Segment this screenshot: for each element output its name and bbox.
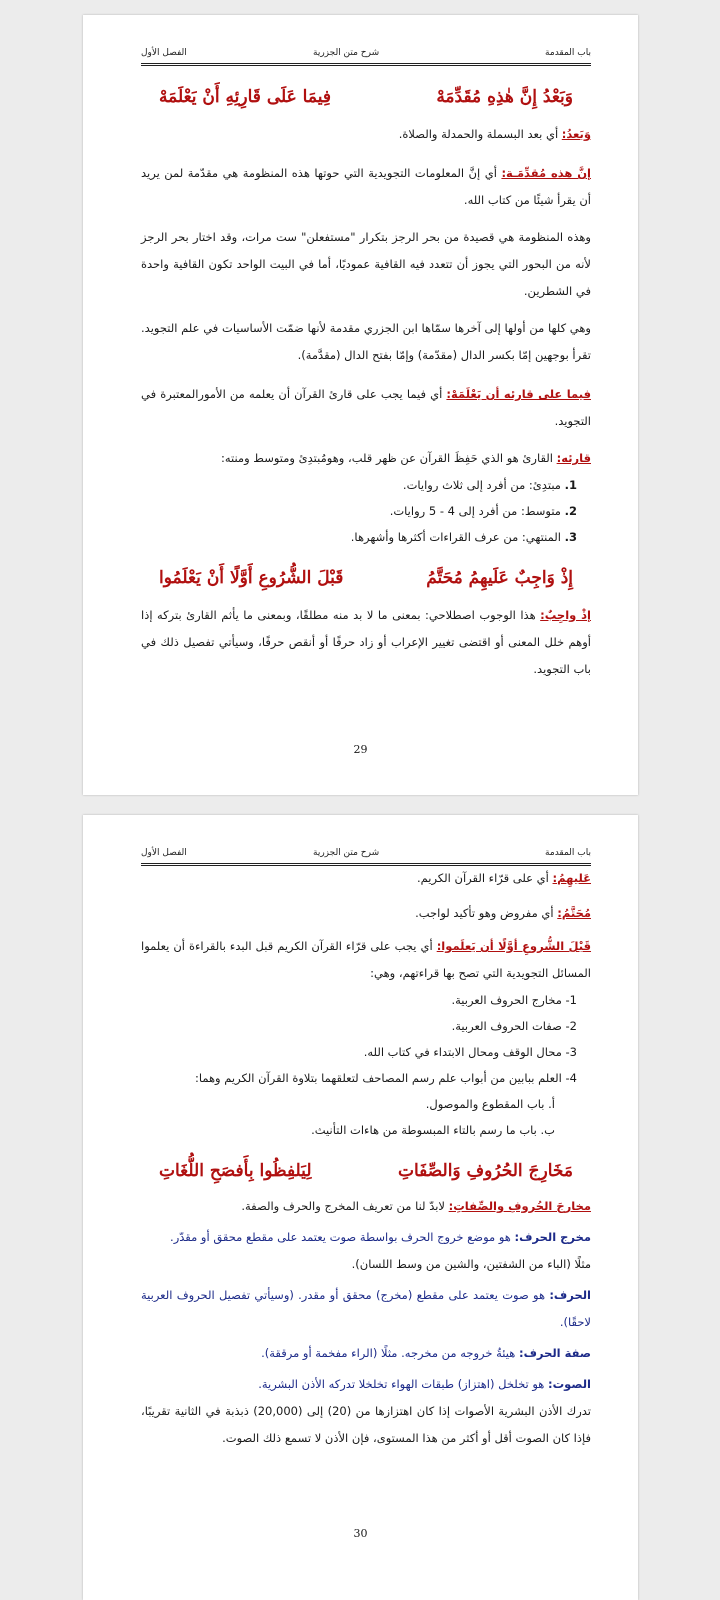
term: مخرج الحرف:	[514, 1230, 591, 1244]
list-item: 2- صفات الحروف العربية.	[451, 1019, 577, 1033]
list-item: أ. باب المقطوع والموصول.	[425, 1097, 555, 1111]
paragraph	[141, 445, 591, 472]
verse-second-half: لِيَلفِظُوا بِأَفصَحِ اللُّغَاتِ	[159, 1161, 312, 1181]
poem-verse	[141, 568, 591, 588]
definition	[141, 1282, 591, 1336]
header-section: الفصل الأول	[141, 848, 187, 858]
header-chapter: باب المقدمة	[545, 48, 591, 58]
definition-text: هيئةُ خروجه من مخرجه. مثلًا (الراء مفخمة أو مرققة).	[261, 1346, 519, 1360]
verse-first-half: وَبَعْدُ إِنَّ هٰذِهِ مُقَدِّمَهْ	[436, 87, 573, 107]
paragraph-text: أي إنَّ المعلومات التجويدية التي حوتها هذه المنظومة هي مقدّمة لمن يريد أن يقرأ شيئًا من كتاب الله.	[141, 166, 591, 207]
keyword: مُحَتَّمُ:	[557, 906, 591, 920]
verse-first-half: إِذْ وَاجِبٌ عَلَيهِمُ مُحَتَّمُ	[426, 568, 573, 588]
paragraph	[141, 381, 591, 435]
paragraph-text: أي مفروض وهو تأكيد لواجب.	[415, 906, 558, 920]
paragraph	[141, 865, 591, 892]
poem-verse	[141, 1161, 591, 1181]
verse-first-half: مَخَارِجَ الحُرُوفِ وَالصِّفَاتِ	[397, 1161, 573, 1181]
paragraph-text: القارئ هو الذي حَفِظَ القرآن عن ظهر قلب، وهومُبتدِئ ومتوسط ومنته:	[220, 451, 557, 465]
list-item: 1- مخارج الحروف العربية.	[451, 993, 577, 1007]
paragraph-text: لابدّ لنا من تعريف المخرج والحرف والصفة.	[241, 1199, 449, 1213]
paragraph	[141, 602, 591, 683]
poem-verse	[141, 87, 591, 107]
term: الصوت:	[548, 1377, 591, 1391]
reader-levels-list	[141, 472, 591, 550]
keyword: وَبَعدُ:	[561, 127, 591, 141]
paragraph: مثلًا (الباء من الشفتين، والشين من وسط اللسان).	[351, 1257, 591, 1271]
paragraph: وهذه المنظومة هي قصيدة من بحر الرجز بتكرار "مستفعلن" ست مرات، وقد اختار بحر الرجز لأنه من البحور التي يجوز أن تتعدد فيه القافية عموديًا، أما في البيت الواحد تكون القافية واحدة في الشطرين.	[141, 230, 591, 298]
paragraph	[141, 121, 591, 148]
page-body	[141, 865, 591, 1452]
term: صفة الحرف:	[518, 1346, 591, 1360]
document-page-29	[83, 15, 638, 795]
verse-second-half: قَبْلَ الشُّرُوعِ أَوَّلًا أَنْ يَعْلَمُوا	[159, 568, 344, 588]
paragraph	[141, 933, 591, 987]
keyword: إنَّ هذه مُقدِّمَـة:	[501, 166, 591, 180]
list-item: 3. المنتهي: من عرف القراءات أكثرها وأشهرها.	[350, 530, 577, 544]
header-book-title: شرح متن الجزرية	[313, 848, 380, 858]
definition-text: هو موضع خروج الحرف بواسطة صوت يعتمد على مقطع محقق أو مقدّر.	[170, 1230, 515, 1244]
page-number: 30	[353, 1527, 368, 1540]
paragraph-text: أي بعد البسملة والحمدلة والصلاة.	[398, 127, 562, 141]
paragraph: وهي كلها من أولها إلى آخرها سمّاها ابن الجزري مقدمة لأنها ضمّت الأساسيات في علم التجويد. تقرأ بوجهين إمّا بكسر الدال (مقدّمة) وإمّا بفتح الدال (مقدَّمة).	[141, 321, 591, 362]
definition	[141, 1340, 591, 1367]
requirements-list	[141, 987, 591, 1143]
paragraph: تدرك الأذن البشرية الأصوات إذا كان اهتزازها من (20) إلى (20,000) ذبذبة في الثانية تقريبًا، فإذا كان الصوت أقل أو أكثر من هذا المستوى، فإن الأذن لا تسمع ذلك الصوت.	[141, 1404, 591, 1445]
keyword: عَليهِمُ:	[552, 871, 591, 885]
definition-text: هو صوت يعتمد على مقطع (مخرج) محقق أو مقدر. (وسيأتي تفصيل الحروف العربية لاحقًا).	[141, 1288, 591, 1329]
page-number: 29	[353, 743, 368, 756]
paragraph-text: أي يجب على قرّاء القرآن الكريم قبل البدء بالقراءة أن يعلموا المسائل التجويدية التي تصح بها قراءتهم، وهي:	[141, 939, 591, 980]
keyword: إذْ واجِبٌ:	[540, 608, 591, 622]
page-header	[141, 845, 591, 866]
header-chapter: باب المقدمة	[545, 848, 591, 858]
paragraph-text: أي على قرّاء القرآن الكريم.	[416, 871, 553, 885]
list-item: ب. باب ما رسم بالتاء المبسوطة من هاءات التأنيث.	[311, 1123, 555, 1137]
list-item: 2. متوسط: من أفرد إلى 4 - 5 روايات.	[389, 504, 577, 518]
page-body	[141, 83, 591, 683]
keyword: مخارجَ الحُروفِ والصِّفاتِ:	[448, 1199, 591, 1213]
page-header	[141, 45, 591, 66]
keyword: فيما على قارئه أن يَعْلَمَهْ:	[446, 387, 591, 401]
keyword: قَبْلَ الشُّروعِ أوَّلًا أن يَعلَموا:	[436, 939, 592, 953]
paragraph-text: أي فيما يجب على قارئ القرآن أن يعلمه من الأمورالمعتبرة في التجويد.	[141, 387, 591, 428]
document-page-30	[83, 815, 638, 1600]
list-item: 4- العلم ببابين من أبواب علم رسم المصاحف لتعلقهما بتلاوة القرآن الكريم وهما:	[194, 1071, 577, 1085]
paragraph	[141, 900, 591, 927]
verse-second-half: فِيمَا عَلَى قَارِئِهِ أَنْ يَعْلَمَهْ	[159, 87, 331, 107]
paragraph	[141, 160, 591, 214]
definition	[141, 1224, 591, 1251]
list-item: 3- محال الوقف ومحال الابتداء في كتاب الله.	[363, 1045, 577, 1059]
term: الحرف:	[549, 1288, 591, 1302]
header-book-title: شرح متن الجزرية	[313, 48, 380, 58]
list-item: 1. مبتدِئ: من أفرد إلى ثلاث روايات.	[402, 478, 577, 492]
paragraph	[141, 1193, 591, 1220]
keyword: قارئه:	[556, 451, 591, 465]
paragraph-text: هذا الوجوب اصطلاحي: بمعنى ما لا بد منه مطلقًا، وبمعنى ما يأثم القارئ بتركه إذا أوهم خلل المعنى أو اقتضى تغيير الإعراب أو زاد حرفًا أو أنقص حرفًا، وسيأتي تفصيل ذلك في باب التجويد.	[141, 608, 591, 676]
header-section: الفصل الأول	[141, 48, 187, 58]
definition-text: هو تخلخل (اهتزاز) طبقات الهواء تخلخلا تدركه الأذن البشرية.	[258, 1377, 549, 1391]
definition	[141, 1371, 591, 1398]
